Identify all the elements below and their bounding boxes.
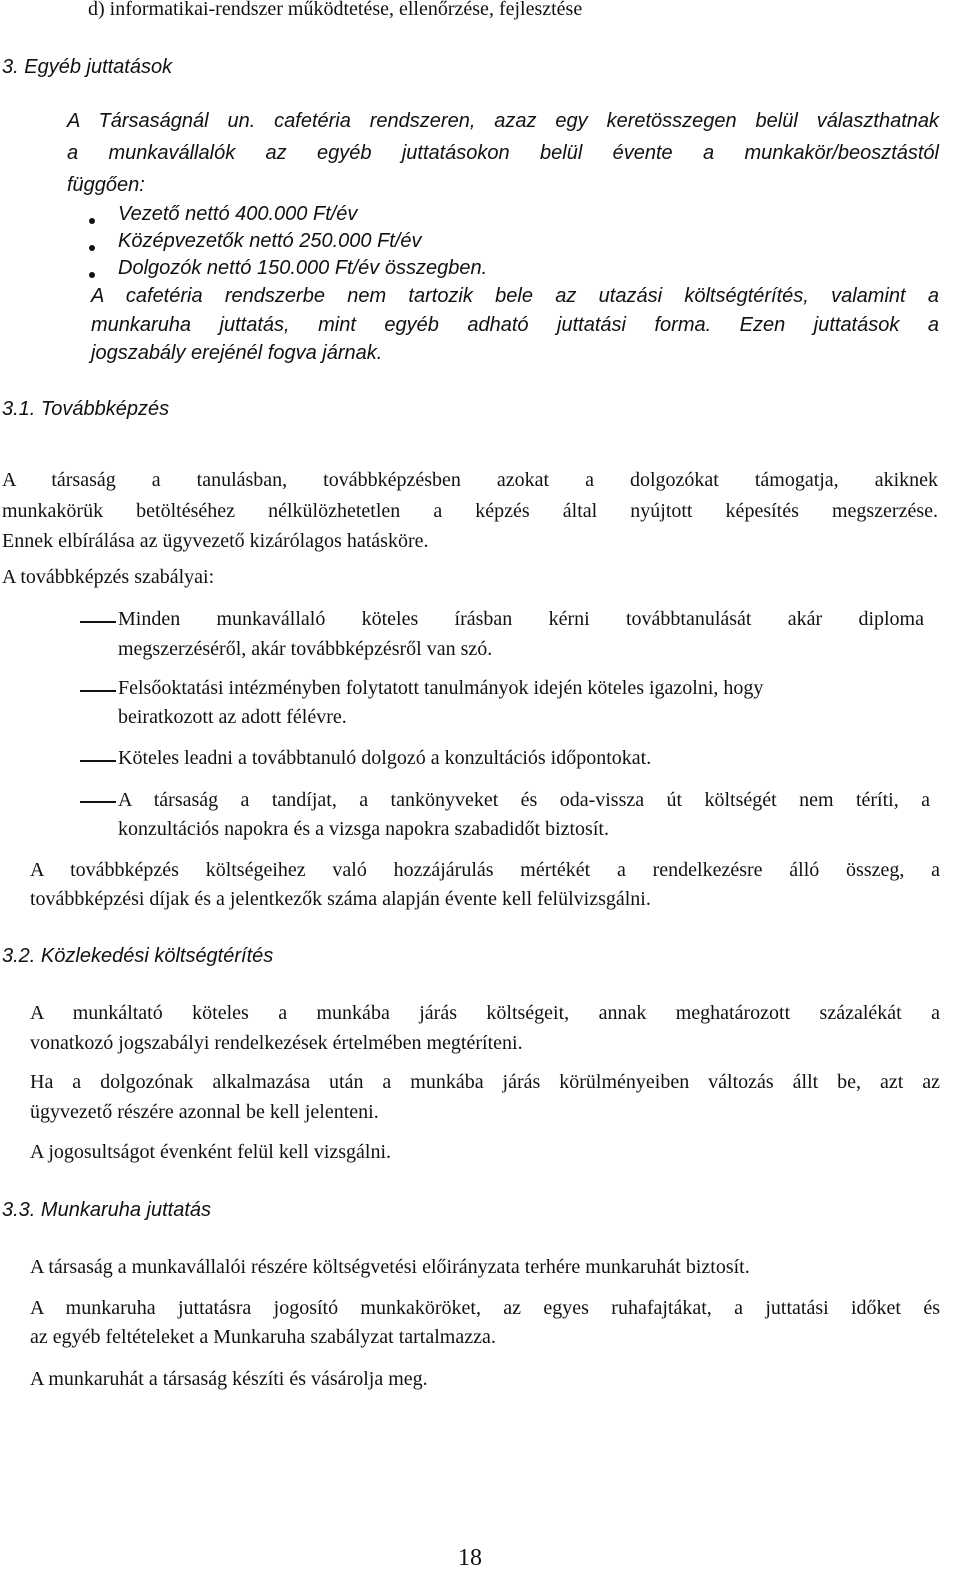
section-3-2-title: 3.2. Közlekedési költségtérítés [2,945,274,967]
workwear-p3: A munkaruhát a társaság készíti és vásárolja meg. [30,1368,428,1390]
rule-4-line-2: konzultációs napokra és a vizsga napokra szabadidőt biztosít. [118,818,609,840]
page-number: 18 [458,1545,482,1571]
rule-1-line-1: Minden munkavállaló köteles írásban kérni továbbtanulását akár diploma [118,608,924,630]
section-3-intro-line-3: függően: [67,174,145,196]
training-para-line-1: A társaság a tanulásban, továbbképzésben azokat a dolgozókat támogatja, akiknek [2,469,938,491]
commute-p2-line-2: ügyvezető részére azonnal be kell jelenteni. [30,1101,379,1123]
bullet-dot [89,272,95,278]
dash-bullet [80,760,116,762]
dash-bullet [80,801,116,803]
training-rules-heading: A továbbképzés szabályai: [2,566,215,588]
top-line: d) informatikai-rendszer működtetése, ellenőrzése, fejlesztése [88,0,583,20]
section-3-title: 3. Egyéb juttatások [2,56,173,78]
commute-p3: A jogosultságot évenként felül kell vizsgálni. [30,1141,392,1163]
training-cost-line-2: továbbképzési díjak és a jelentkezők száma alapján évente kell felülvizsgálni. [30,888,651,910]
rule-3-line-1: Köteles leadni a továbbtanuló dolgozó a konzultációs időpontokat. [118,747,652,769]
section-3-1-title: 3.1. Továbbképzés [2,398,170,420]
section-3-intro-line-1: A Társaságnál un. cafetéria rendszeren, azaz egy keretösszegen belül választhatnak [67,110,939,132]
training-para-line-2: munkakörük betöltéséhez nélkülözhetetlen a képzés által nyújtott képesítés megszerzése. [2,500,938,522]
bullet-dot [89,245,95,251]
cafeteria-note-line-1: A cafetéria rendszerbe nem tartozik bele az utazási költségtérítés, valamint a [91,285,939,307]
workwear-p2-line-2: az egyéb feltételeket a Munkaruha szabályzat tartalmazza. [30,1326,496,1348]
bullet-dot [89,218,95,224]
training-cost-line-1: A továbbképzés költségeihez való hozzájárulás mértékét a rendelkezésre álló összeg, a [30,859,940,881]
rule-4-line-1: A társaság a tandíjat, a tankönyveket és oda-vissza út költségét nem téríti, a [118,789,930,811]
dash-bullet [80,621,116,623]
cafeteria-item-manager: Vezető nettó 400.000 Ft/év [118,203,358,225]
rule-1-line-2: megszerzéséről, akár továbbképzésről van szó. [118,638,493,660]
dash-bullet [80,690,116,692]
cafeteria-item-employee: Dolgozók nettó 150.000 Ft/év összegben. [118,257,488,279]
commute-p1-line-1: A munkáltató köteles a munkába járás költségeit, annak meghatározott százalékát a [30,1002,940,1024]
commute-p1-line-2: vonatkozó jogszabályi rendelkezések értelmében megtéríteni. [30,1032,523,1054]
workwear-p2-line-1: A munkaruha juttatásra jogosító munkaköröket, az egyes ruhafajtákat, a juttatási időket és [30,1297,940,1319]
cafeteria-note-line-3: jogszabály erejénél fogva járnak. [91,342,383,364]
rule-2-line-1: Felsőoktatási intézményben folytatott tanulmányok idején köteles igazolni, hogy [118,677,764,699]
commute-p2-line-1: Ha a dolgozónak alkalmazása után a munkába járás körülményeiben változás állt be, azt az [30,1071,940,1093]
cafeteria-note-line-2: munkaruha juttatás, mint egyéb adható juttatási forma. Ezen juttatások a [91,314,939,336]
section-3-intro-line-2: a munkavállalók az egyéb juttatásokon belül évente a munkakör/beosztástól [67,142,939,164]
cafeteria-item-middle-manager: Középvezetők nettó 250.000 Ft/év [118,230,422,252]
workwear-p1: A társaság a munkavállalói részére költségvetési előirányzata terhére munkaruhát biztosít. [30,1256,750,1278]
section-3-3-title: 3.3. Munkaruha juttatás [2,1199,212,1221]
training-para-line-3: Ennek elbírálása az ügyvezető kizárólagos hatásköre. [2,530,429,552]
rule-2-line-2: beiratkozott az adott félévre. [118,706,347,728]
